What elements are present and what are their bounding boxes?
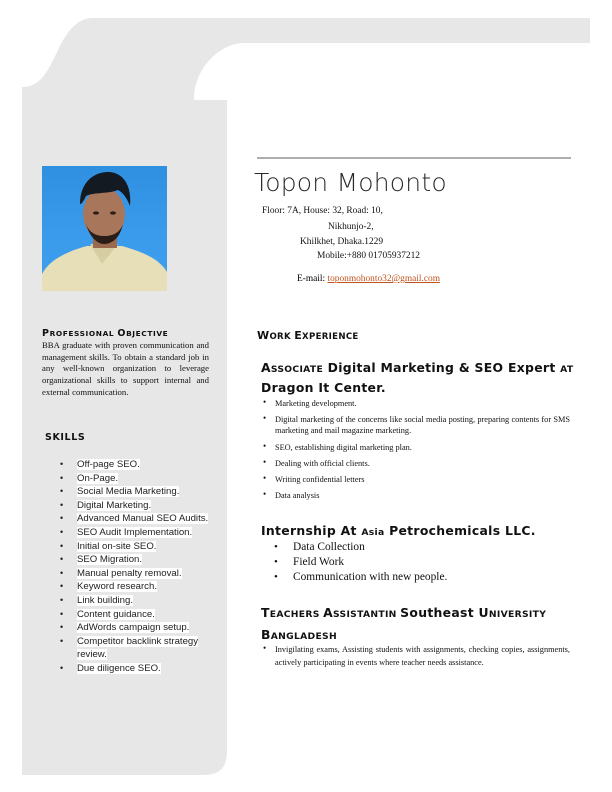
skill-item: • SEO Audit Implementation. bbox=[60, 526, 230, 540]
job-bullet: • Data analysis bbox=[262, 490, 570, 501]
job-bullet: • Data Collection bbox=[274, 540, 447, 555]
job-title-internship: Internship At Asia Petrochemicals LLC. bbox=[261, 523, 536, 538]
job-bullet: • Communication with new people. bbox=[274, 570, 447, 585]
skill-item: • Keyword research. bbox=[60, 580, 230, 594]
skill-item: • Due diligence SEO. bbox=[60, 662, 230, 676]
skill-item: • Manual penalty removal. bbox=[60, 567, 230, 581]
candidate-name: Topon Mohonto bbox=[254, 168, 447, 197]
address-line-2: Nikhunjo-2, bbox=[328, 222, 374, 232]
skill-item: • Link building. bbox=[60, 594, 230, 608]
skills-heading: SKILLS bbox=[45, 432, 86, 443]
address-line-3: Khilkhet, Dhaka.1229 bbox=[300, 237, 384, 247]
email-link[interactable]: toponmohonto32@gmail.com bbox=[327, 274, 441, 284]
header-divider bbox=[257, 157, 571, 159]
job-bullet: • Writing confidential letters bbox=[262, 474, 570, 485]
profile-photo bbox=[42, 166, 167, 291]
job-bullet: • Field Work bbox=[274, 555, 447, 570]
skill-item: • AdWords campaign setup. bbox=[60, 621, 230, 635]
work-experience-heading: WORK EXPERIENCE bbox=[257, 329, 359, 342]
job-title-associate: ASSOCIATE Digital Marketing & SEO Expert AT Dragon It Center. bbox=[261, 360, 574, 395]
objective-heading: PROFESSIONAL OBJECTIVE bbox=[42, 328, 169, 339]
job-bullets-teaching-assistant bbox=[262, 643, 570, 669]
mobile-number: Mobile:+880 01705937212 bbox=[317, 251, 420, 261]
skill-item: • On-Page. bbox=[60, 472, 230, 486]
skills-list bbox=[60, 458, 230, 676]
email-row bbox=[297, 274, 440, 284]
skill-item: • Off-page SEO. bbox=[60, 458, 230, 472]
job-bullets-internship bbox=[274, 540, 447, 585]
job-bullet: • Marketing development. bbox=[262, 398, 570, 409]
skill-item: • Initial on-site SEO. bbox=[60, 540, 230, 554]
job-bullet: • Dealing with official clients. bbox=[262, 458, 570, 469]
skill-item: • Social Media Marketing. bbox=[60, 485, 230, 499]
objective-text: BBA graduate with proven communication and management skills. To obtain a standard job in any well-known organization to leverage organizational skills to support internal and external communication. bbox=[42, 340, 209, 397]
email-label: E-mail: bbox=[297, 274, 328, 284]
address-line-1: Floor: 7A, House: 32, Road: 10, bbox=[262, 206, 383, 216]
skill-item: • Competitor backlink strategy review. bbox=[60, 635, 210, 662]
job-bullet: • Digital marketing of the concerns like social media posting, preparing contents for SMS marketing and mail magazine marketing. bbox=[262, 414, 570, 436]
job-title-teaching-assistant: TEACHERS ASSISTANTIN Southeast UNIVERSITY BANGLADESH bbox=[261, 605, 547, 642]
skill-item: • Advanced Manual SEO Audits. bbox=[60, 512, 230, 526]
skill-item: • Digital Marketing. bbox=[60, 499, 230, 513]
job-bullets-associate bbox=[262, 398, 570, 501]
skill-item: • Content guidance. bbox=[60, 608, 230, 622]
skill-item: • SEO Migration. bbox=[60, 553, 230, 567]
job-bullet: • Invigilating exams, Assisting students with assignments, checking copies, assignments, actively participating in events where teacher needs assistance. bbox=[262, 643, 570, 669]
job-bullet: • SEO, establishing digital marketing plan. bbox=[262, 442, 570, 453]
